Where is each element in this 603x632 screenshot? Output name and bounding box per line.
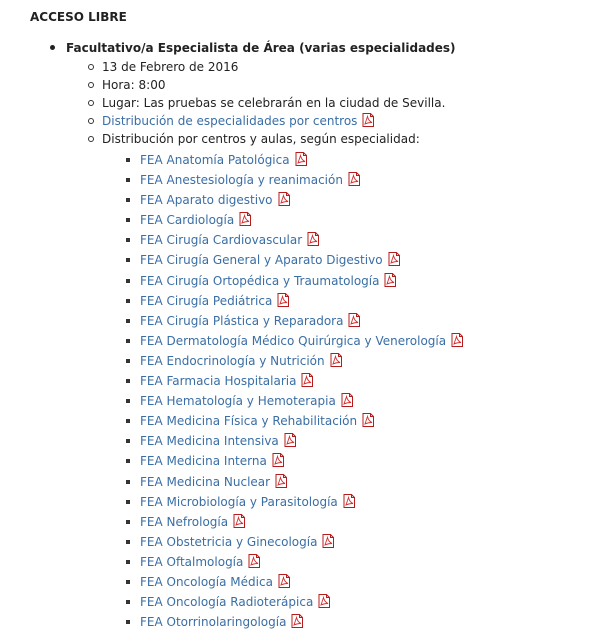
pdf-icon[interactable] [238,212,252,226]
group-details [66,58,598,632]
pdf-icon[interactable] [450,333,464,347]
pdf-icon[interactable] [247,554,261,568]
pdf-icon[interactable] [383,273,397,287]
specialty-link[interactable]: FEA Oncología Médica [140,574,273,589]
pdf-icon[interactable] [340,393,354,407]
specialty-item [126,210,598,230]
specialty-link[interactable]: FEA Nefrología [140,514,229,529]
specialty-item [126,291,598,311]
specialty-link[interactable]: FEA Medicina Intensiva [140,434,279,449]
specialty-link[interactable]: FEA Cirugía Ortopédica y Traumatología [140,273,380,288]
specialty-link[interactable]: FEA Medicina Nuclear [140,474,271,489]
specialty-link[interactable]: FEA Medicina Física y Rehabilitación [140,414,358,429]
pdf-icon[interactable] [290,614,304,628]
specialty-item [126,250,598,270]
section-heading: ACCESO LIBRE [30,10,127,24]
specialty-link[interactable]: FEA Cirugía Plástica y Reparadora [140,313,344,328]
detail-place: Lugar: Las pruebas se celebrarán en la ciudad de Sevilla. [88,94,598,112]
specialty-item [126,532,598,552]
pdf-icon[interactable] [283,433,297,447]
specialty-item [126,371,598,391]
specialty-item [126,150,598,170]
specialty-item [126,391,598,411]
distribution-aulas-label: Distribución por centros y aulas, según especialidad: [102,132,420,146]
specialty-link[interactable]: FEA Cirugía Cardiovascular [140,233,303,248]
specialty-link[interactable]: FEA Medicina Interna [140,454,267,469]
specialty-link[interactable]: FEA Oftalmología [140,554,244,569]
pdf-icon[interactable] [347,172,361,186]
specialty-item [126,492,598,512]
specialty-link[interactable]: FEA Oncología Radioterápica [140,595,314,610]
pdf-icon[interactable] [271,453,285,467]
specialty-item [126,331,598,351]
detail-time: Hora: 8:00 [88,76,598,94]
specialty-link[interactable]: FEA Cardiología [140,213,235,228]
pdf-icon[interactable] [347,313,361,327]
detail-distribution-aulas [88,130,598,632]
pdf-icon[interactable] [300,373,314,387]
pdf-icon[interactable] [294,152,308,166]
pdf-icon[interactable] [361,413,375,427]
pdf-icon[interactable] [342,494,356,508]
pdf-icon[interactable] [232,514,246,528]
specialty-item [126,572,598,592]
specialty-link[interactable]: FEA Obstetricia y Ginecología [140,534,318,549]
pdf-icon[interactable] [277,192,291,206]
specialty-link[interactable]: FEA Farmacia Hospitalaria [140,374,297,389]
specialty-item [126,271,598,291]
detail-date: 13 de Febrero de 2016 [88,58,598,76]
specialty-item [126,190,598,210]
specialty-link[interactable]: FEA Hematología y Hemoterapia [140,394,336,409]
pdf-icon[interactable] [276,293,290,307]
specialty-item [126,472,598,492]
pdf-icon[interactable] [277,574,291,588]
pdf-icon[interactable] [387,252,401,266]
specialty-link[interactable]: FEA Endocrinología y Nutrición [140,353,325,368]
specialty-group [48,39,598,632]
specialty-link[interactable]: FEA Cirugía General y Aparato Digestivo [140,253,383,268]
pdf-icon[interactable] [361,113,375,127]
pdf-icon[interactable] [274,474,288,488]
specialty-item [126,592,598,612]
specialty-item [126,311,598,331]
pdf-icon[interactable] [306,232,320,246]
specialty-list [102,150,598,632]
specialty-link[interactable]: FEA Microbiología y Parasitología [140,494,338,509]
pdf-icon[interactable] [329,353,343,367]
specialty-link[interactable]: FEA Anatomía Patológica [140,153,290,167]
specialty-link[interactable]: FEA Otorrinolaringología [140,615,287,630]
specialty-item [126,351,598,371]
specialty-item [126,170,598,190]
detail-distribution [88,112,598,130]
distribution-link[interactable]: Distribución de especialidades por centros [102,114,358,128]
pdf-icon[interactable] [321,534,335,548]
specialty-item [126,451,598,471]
specialty-link[interactable]: FEA Dermatología Médico Quirúrgica y Venerología [140,333,447,348]
specialty-link[interactable]: FEA Aparato digestivo [140,193,273,208]
group-title: Facultativo/a Especialista de Área (varias especialidades) [66,41,456,55]
specialty-link[interactable]: FEA Cirugía Pediátrica [140,293,273,308]
specialty-item [126,431,598,451]
specialty-item [126,552,598,572]
pdf-icon[interactable] [317,594,331,608]
specialty-item [126,411,598,431]
specialty-link[interactable]: FEA Anestesiología y reanimación [140,173,343,188]
specialty-item [126,230,598,250]
specialty-item [126,612,598,632]
specialty-item [126,512,598,532]
oposiciones-list [48,39,598,632]
